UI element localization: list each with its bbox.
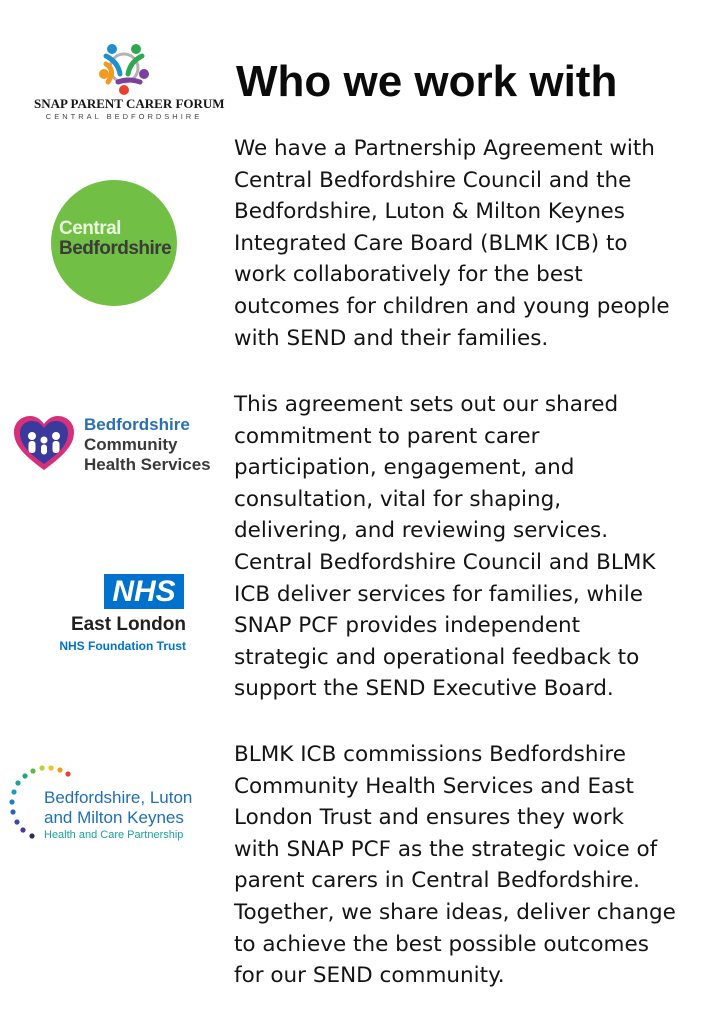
- heart-family-icon: [12, 414, 76, 474]
- text-line: consultation, vital for shaping,: [234, 486, 562, 512]
- text-line: work collaboratively for the best: [234, 262, 583, 288]
- text-line: Community Health Services and East: [234, 773, 634, 799]
- bchs-line1: Bedfordshire: [84, 415, 190, 434]
- text-line: This agreement sets out our shared: [234, 392, 619, 417]
- text-line: for our SEND community.: [234, 963, 505, 989]
- snap-logo-name: SNAP PARENT CARER FORUM: [34, 96, 225, 111]
- text-line: to achieve the best possible outcomes: [234, 931, 649, 957]
- text-line: parent carers in Central Bedfordshire.: [234, 868, 641, 894]
- blmk-partnership-logo: [6, 764, 220, 848]
- bchs-line2: Community: [84, 435, 178, 454]
- snap-logo: [34, 40, 225, 124]
- text-line: Integrated Care Board (BLMK ICB) to: [234, 230, 628, 256]
- nhs-east-london-logo: [40, 572, 200, 658]
- text-line: commitment to parent carer: [234, 423, 540, 449]
- page-title: Who we work with: [236, 57, 618, 106]
- text-line: ICB deliver services for families, while: [234, 581, 643, 607]
- text-line: delivering, and reviewing services.: [234, 518, 609, 544]
- paragraph-agreement: [234, 389, 704, 705]
- text-line: Central Bedfordshire Council and the: [234, 167, 632, 193]
- text-line: Central Bedfordshire Council and BLMK: [234, 549, 656, 575]
- text-line: London Trust and ensures they work: [234, 805, 625, 831]
- snap-logo-subtitle: CENTRAL BEDFORDSHIRE: [45, 112, 203, 121]
- nhs-org-name: East London: [70, 614, 186, 635]
- text-line: participation, engagement, and: [234, 455, 575, 481]
- people-circle-icon: [34, 40, 214, 96]
- text-line: BLMK ICB commissions Bedfordshire: [234, 742, 627, 767]
- bedfordshire-community-health-logo: [12, 412, 222, 478]
- text-line: strategic and operational feedback to: [234, 644, 640, 670]
- text-line: with SNAP PCF as the strategic voice of: [234, 836, 658, 862]
- paragraph-partnership: [234, 133, 704, 354]
- text-line: Bedfordshire, Luton & Milton Keynes: [234, 199, 625, 225]
- central-bedfordshire-logo: [51, 180, 177, 306]
- text-line: support the SEND Executive Board.: [234, 676, 614, 702]
- text-line: We have a Partnership Agreement with: [234, 136, 655, 161]
- bchs-line3: Health Services: [84, 455, 211, 474]
- blmk-line2: and Milton Keynes: [44, 808, 184, 827]
- text-line: outcomes for children and young people: [234, 293, 670, 319]
- central-bedfordshire-line2: Bedfordshire: [59, 238, 172, 259]
- text-line: SNAP PCF provides independent: [234, 613, 581, 639]
- nhs-trust-name: NHS Foundation Trust: [59, 639, 186, 653]
- paragraph-commissions: [234, 739, 704, 992]
- blmk-line3: Health and Care Partnership: [44, 829, 184, 841]
- blmk-line1: Bedfordshire, Luton: [44, 788, 193, 807]
- text-line: with SEND and their families.: [234, 325, 549, 351]
- text-line: Together, we share ideas, deliver change: [234, 899, 676, 925]
- central-bedfordshire-line1: Central: [59, 218, 121, 239]
- nhs-badge: NHS: [104, 574, 184, 609]
